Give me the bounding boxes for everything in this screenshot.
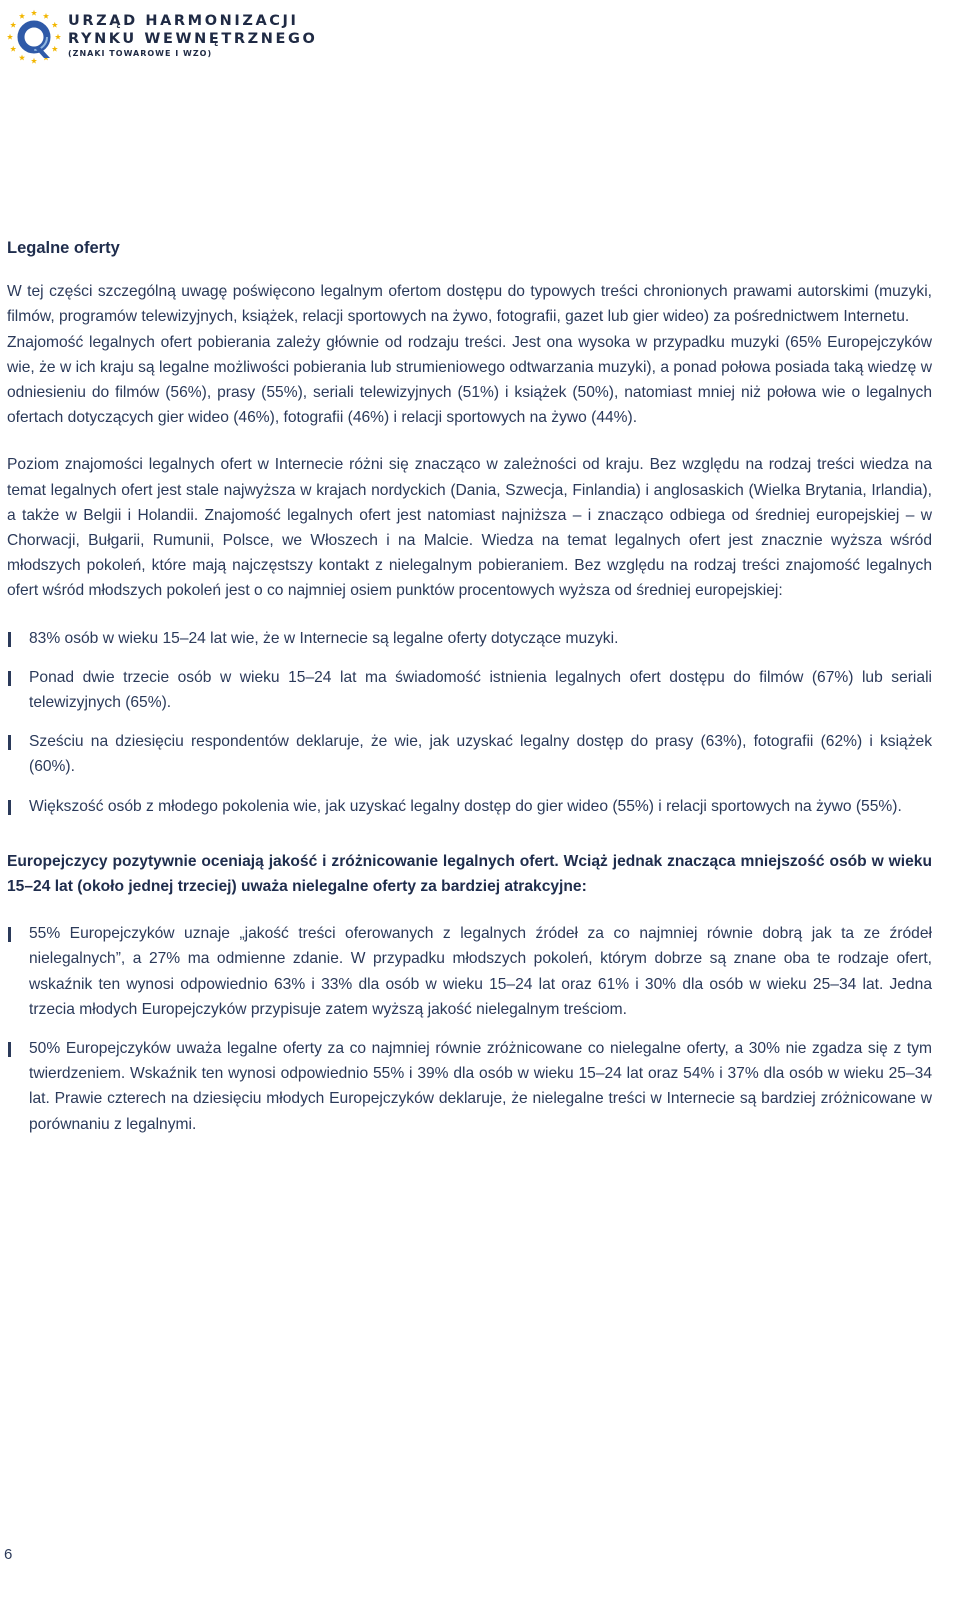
- country-paragraph: Poziom znajomości legalnych ofert w Internecie różni się znacząco w zależności od kraju. Bez względu na rodzaj treści wiedza na temat legalnych ofert jest stale najwyższa w krajach nordyckich (Dania, Szwecja, Finlandia) i anglosaskich (Wielka Brytania, Irlandia), a także w Belgii i Holandii. Znajomość legalnych ofert jest natomiast najniższa – i znacząco odbiega od średniej europejskiej – w Chorwacji, Bułgarii, Rumunii, Polsce, we Włoszech i na Malcie. Wiedza na temat legalnych ofert jest znacznie wyższa wśród młodszych pokoleń, które mają najczęstszy kontakt z nielegalnym pobieraniem. Bez względu na rodzaj treści znajomość legalnych ofert wśród młodszych pokoleń jest o co najmniej osiem punktów procentowych wyższa od średniej europejskiej:: [7, 456, 932, 600]
- list-item: [7, 729, 932, 779]
- star-icon: [19, 13, 25, 19]
- star-icon: [52, 22, 58, 28]
- list-item: [7, 1036, 932, 1137]
- bullet-icon: [8, 800, 11, 815]
- bullet-list-quality: [7, 921, 932, 1137]
- list-item: [7, 921, 932, 1022]
- page-number: 6: [4, 1546, 13, 1563]
- list-item: [7, 626, 932, 651]
- logo-text: [68, 12, 317, 60]
- bullet-icon: [8, 1042, 11, 1057]
- list-item-text: Sześciu na dziesięciu respondentów deklaruje, że wie, jak uzyskać legalny dostęp do prasy (63%), fotografii (62%) i książek (60%).: [29, 733, 932, 776]
- main-content: [7, 236, 932, 1151]
- page-header: [6, 6, 326, 66]
- logo-line-2: RYNKU WEWNĘTRZNEGO: [68, 31, 318, 47]
- intro-paragraph: W tej części szczególną uwagę poświęcono legalnym ofertom dostępu do typowych treści chronionych prawami autorskimi (muzyki, filmów, programów telewizyjnych, książek, relacji sportowych na żywo, fotografii, gazet lub gier wideo) za pośrednictwem Internetu.: [7, 283, 932, 326]
- bullet-icon: [8, 927, 11, 942]
- logo-line-3: (ZNAKI TOWAROWE I WZO): [68, 49, 213, 58]
- knowledge-paragraph: Znajomość legalnych ofert pobierania zależy głównie od rodzaju treści. Jest ona wysoka w przypadku muzyki (65% Europejczyków wie, że w ich kraju są legalne możliwości pobierania lub strumieniowego odtwarzania muzyki), a ponad połowa posiada taką wiedzę w odniesieniu do filmów (56%), prasy (55%), seriali telewizyjnych (51%) i książek (50%), natomiast mniej niż połowa wie o legalnych ofertach dotyczących gier wideo (46%), fotografii (46%) i relacji sportowych na żywo (44%).: [7, 333, 932, 427]
- star-icon: [10, 22, 16, 28]
- list-item-text: Większość osób z młodego pokolenia wie, jak uzyskać legalny dostęp do gier wideo (55%) i relacji sportowych na żywo (55%).: [29, 797, 902, 815]
- star-icon: [52, 46, 58, 52]
- bullet-icon: [8, 671, 11, 686]
- star-icon: [10, 46, 16, 52]
- list-item: [7, 794, 932, 819]
- ohim-logo-icon: [6, 8, 62, 64]
- list-item: [7, 665, 932, 715]
- logo-line-1: URZĄD HARMONIZACJI: [68, 13, 299, 29]
- list-item-text: Ponad dwie trzecie osób w wieku 15–24 lat ma świadomość istnienia legalnych ofert dostępu do filmów (67%) lub seriali telewizyjnych (65%).: [29, 668, 932, 712]
- star-icon: [43, 13, 49, 19]
- bullet-icon: [8, 735, 11, 750]
- star-icon: [31, 58, 37, 64]
- section-title: Legalne oferty: [7, 239, 120, 257]
- quality-summary-paragraph: Europejczycy pozytywnie oceniają jakość i zróżnicowanie legalnych ofert. Wciąż jednak znacząca mniejszość osób w wieku 15–24 lat (około jednej trzeciej) uważa nielegalne oferty za bardziej atrakcyjne:: [7, 852, 932, 896]
- star-icon: [55, 34, 61, 40]
- star-icon: [7, 34, 13, 40]
- bullet-list-young: [7, 626, 932, 819]
- list-item-text: 83% osób w wieku 15–24 lat wie, że w Internecie są legalne oferty dotyczące muzyki.: [29, 629, 619, 647]
- star-icon: [31, 10, 37, 16]
- bullet-icon: [8, 632, 11, 647]
- list-item-text: 55% Europejczyków uznaje „jakość treści oferowanych z legalnych źródeł za co najmniej równie dobrą jak ta ze źródeł nielegalnych”, a 27% ma odmienne zdanie. W przypadku młodszych pokoleń, którym dobrze są znane oba te rodzaje ofert, wskaźnik ten wynosi odpowiednio 63% i 33% dla osób w wieku 15–24 lat oraz 61% i 30% dla osób w wieku 25–34 lat. Jedna trzecia młodych Europejczyków przypisuje zatem wyższą jakość nielegalnym treściom.: [29, 925, 932, 1018]
- star-icon: [19, 55, 25, 61]
- list-item-text: 50% Europejczyków uważa legalne oferty za co najmniej równie zróżnicowane co nielegalne oferty, a 30% nie zgadza się z tym twierdzeniem. Wskaźnik ten wynosi odpowiednio 55% i 39% dla osób w wieku 15–24 lat oraz 54% i 37% dla osób w wieku 25–34 lat. Prawie czterech na dziesięciu młodych Europejczyków deklaruje, że nielegalne treści w Internecie są bardziej zróżnicowane w porównaniu z legalnymi.: [29, 1040, 932, 1133]
